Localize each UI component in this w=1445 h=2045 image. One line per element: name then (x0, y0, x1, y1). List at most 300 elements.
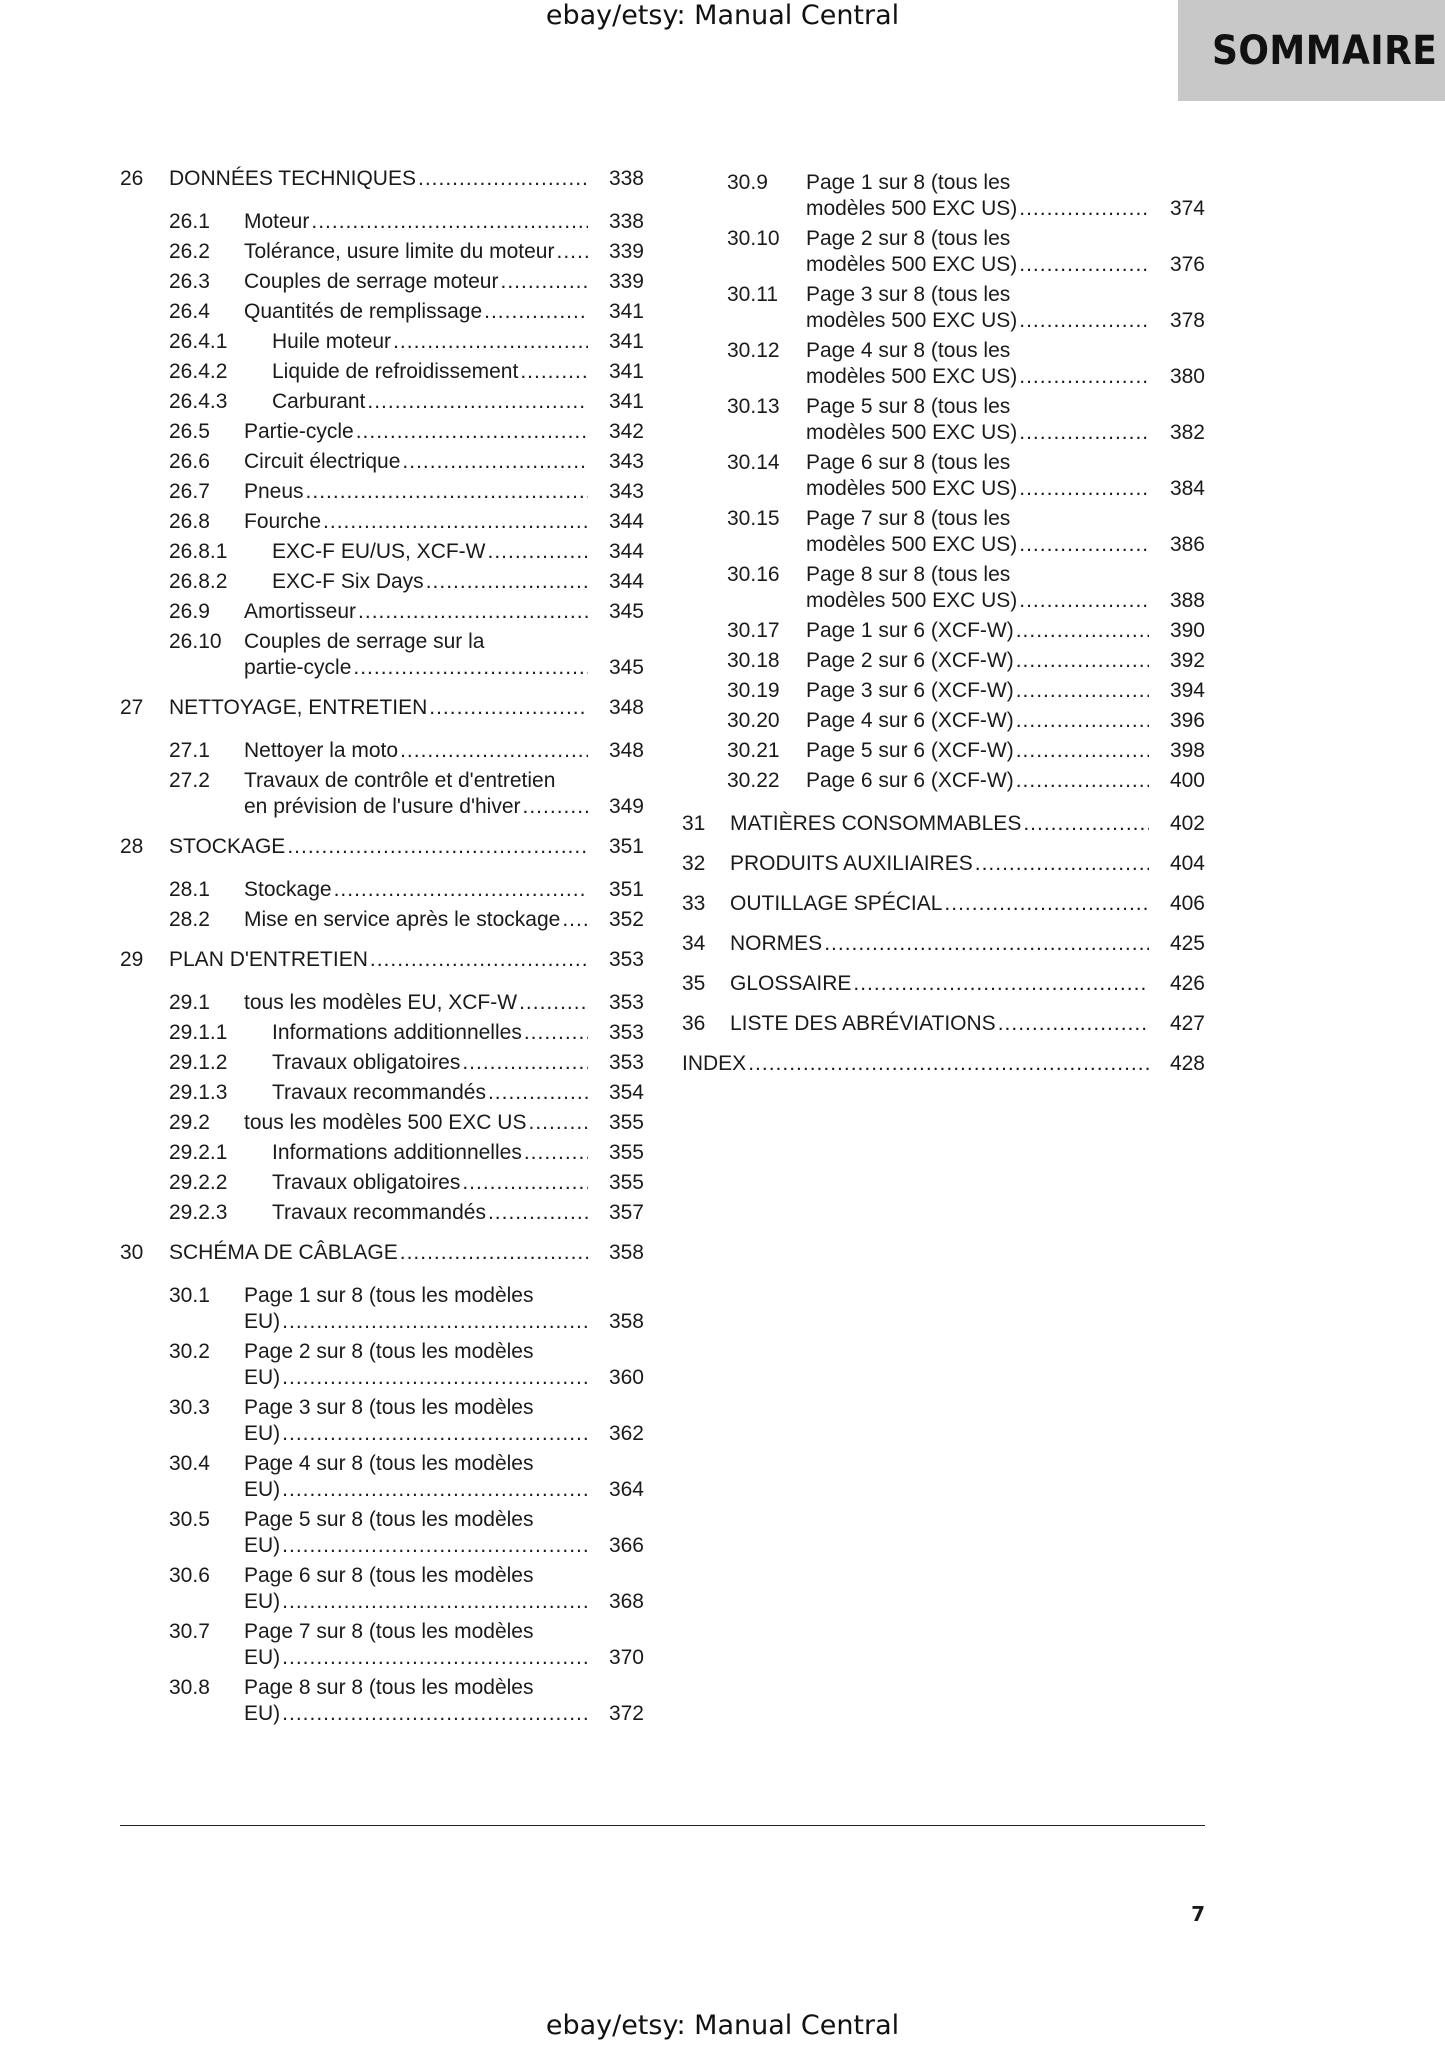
toc-entry-number: 30.6 (169, 1564, 210, 1587)
toc-entry[interactable] (120, 629, 644, 681)
toc-entry-number: 30.11 (727, 283, 778, 306)
dot-leader (562, 907, 588, 933)
toc-entry[interactable] (120, 738, 644, 764)
toc-entry-title: Amortisseur (244, 600, 357, 623)
toc-entry[interactable] (120, 1451, 644, 1503)
toc-entry-number: 30.3 (169, 1396, 210, 1419)
toc-entry-page: 341 (608, 330, 644, 353)
toc-entry-page: 353 (608, 948, 644, 971)
toc-entry-number: 30.16 (727, 563, 780, 586)
dot-leader (1016, 618, 1149, 644)
dot-leader (282, 1309, 588, 1335)
toc-entry-number: 29.1 (169, 991, 210, 1014)
toc-entry-title: modèles 500 EXC US) (806, 253, 1018, 276)
toc-entry-number: 30.17 (727, 619, 780, 642)
toc-entry[interactable] (120, 509, 644, 535)
toc-entry-title: Page 3 sur 8 (tous les (806, 283, 1011, 306)
toc-entry-title: Page 5 sur 8 (tous les (806, 395, 1011, 418)
toc-entry-number: 30.10 (727, 227, 780, 250)
toc-entry-title: Travaux obligatoires (272, 1051, 461, 1074)
dot-leader (1016, 678, 1149, 704)
toc-entry[interactable] (120, 389, 644, 415)
toc-entry-number: 28.1 (169, 878, 210, 901)
toc-entry-title: Page 2 sur 8 (tous les modèles (244, 1340, 534, 1363)
toc-entry-page: 426 (1169, 972, 1205, 995)
toc-entry-title: partie-cycle (244, 656, 352, 679)
dot-leader (429, 695, 588, 721)
toc-entry[interactable] (120, 599, 644, 625)
dot-leader (418, 166, 588, 192)
dot-leader (524, 1020, 588, 1046)
toc-entry-number: 32 (682, 852, 706, 875)
toc-entry-page: 345 (608, 600, 644, 623)
toc-entry-number: 30.19 (727, 679, 780, 702)
toc-entry[interactable] (682, 891, 1205, 917)
dot-leader (393, 329, 588, 355)
toc-left-column (120, 166, 644, 1727)
toc-entry[interactable] (120, 1339, 644, 1391)
toc-entry-page: 353 (608, 991, 644, 1014)
dot-leader (556, 239, 588, 265)
toc-entry-title: Travaux recommandés (272, 1081, 486, 1104)
toc-entry-title: Page 5 sur 6 (XCF-W) (806, 739, 1014, 762)
dot-leader (356, 419, 588, 445)
toc-entry[interactable] (682, 811, 1205, 837)
toc-entry-number: 30.21 (727, 739, 780, 762)
toc-entry-page: 351 (608, 835, 644, 858)
toc-entry-title: MATIÈRES CONSOMMABLES (730, 812, 1022, 835)
toc-entry[interactable] (120, 1619, 644, 1671)
toc-entry-page: 404 (1169, 852, 1205, 875)
dot-leader (1016, 648, 1149, 674)
toc-entry[interactable] (120, 1170, 644, 1196)
toc-entry-title: Travaux recommandés (272, 1201, 486, 1224)
dot-leader (282, 1645, 588, 1671)
toc-entry-title: EU) (244, 1478, 281, 1501)
toc-entry-page: 366 (608, 1534, 644, 1557)
toc-entry-number: 26.4.1 (169, 330, 228, 353)
toc-entry-number: 26.7 (169, 480, 210, 503)
toc-entry-page: 388 (1169, 589, 1205, 612)
toc-entry-page: 344 (608, 540, 644, 563)
toc-entry-page: 384 (1169, 477, 1205, 500)
toc-entry[interactable] (120, 1080, 644, 1106)
watermark-bottom: ebay/etsy: Manual Central (545, 2010, 900, 2041)
toc-entry-title: STOCKAGE (169, 835, 286, 858)
toc-entry[interactable] (120, 1563, 644, 1615)
toc-entry-title: Circuit électrique (244, 450, 401, 473)
toc-entry-page: 360 (608, 1366, 644, 1389)
dot-leader (1023, 811, 1149, 837)
toc-entry-title: modèles 500 EXC US) (806, 365, 1018, 388)
dot-leader (519, 990, 588, 1016)
toc-entry-number: 26.4 (169, 300, 210, 323)
toc-entry-page: 355 (608, 1171, 644, 1194)
toc-entry-number: 26.2 (169, 240, 210, 263)
dot-leader (748, 1051, 1149, 1077)
dot-leader (853, 971, 1149, 997)
toc-entry-title: Informations additionnelles (272, 1021, 522, 1044)
toc-entry[interactable] (682, 851, 1205, 877)
toc-entry-number: 30.18 (727, 649, 780, 672)
toc-entry-title: Pneus (244, 480, 304, 503)
toc-entry-page: 353 (608, 1051, 644, 1074)
toc-entry-number: 26 (120, 167, 144, 190)
dot-leader (488, 539, 589, 565)
toc-entry-title: Quantités de remplissage (244, 300, 483, 323)
toc-entry[interactable] (682, 282, 1205, 334)
toc-entry[interactable] (120, 990, 644, 1016)
toc-entry-title: LISTE DES ABRÉVIATIONS (730, 1012, 996, 1035)
toc-entry-title: Couples de serrage sur la (244, 630, 485, 653)
toc-entry-title: SCHÉMA DE CÂBLAGE (169, 1241, 398, 1264)
toc-entry-number: 26.5 (169, 420, 210, 443)
toc-entry-title: NORMES (730, 932, 823, 955)
dot-leader (1016, 708, 1149, 734)
toc-entry[interactable] (682, 506, 1205, 558)
toc-entry[interactable] (120, 539, 644, 565)
toc-entry-number: 30.12 (727, 339, 780, 362)
dot-leader (523, 794, 588, 820)
toc-entry-number: 29.1.2 (169, 1051, 228, 1074)
toc-entry-title: DONNÉES TECHNIQUES (169, 167, 416, 190)
dot-leader (824, 931, 1149, 957)
toc-entry-title: Mise en service après le stockage (244, 908, 561, 931)
toc-entry-page: 358 (608, 1310, 644, 1333)
toc-entry-title: Page 1 sur 8 (tous les (806, 171, 1011, 194)
toc-entry-number: 28 (120, 835, 144, 858)
toc-entry-page: 427 (1169, 1012, 1205, 1035)
toc-entry-page: 378 (1169, 309, 1205, 332)
toc-entry-number: 30.15 (727, 507, 780, 530)
dot-leader (520, 359, 588, 385)
toc-entry[interactable] (120, 1140, 644, 1166)
toc-entry-page: 402 (1169, 812, 1205, 835)
toc-entry-page: 386 (1169, 533, 1205, 556)
toc-entry-title: Page 4 sur 8 (tous les modèles (244, 1452, 534, 1475)
toc-entry-number: 29.1.3 (169, 1081, 228, 1104)
section-tab-title: SOMMAIRE (1212, 28, 1438, 74)
toc-entry-number: 26.3 (169, 270, 210, 293)
dot-leader (400, 738, 588, 764)
toc-entry-page: 338 (608, 210, 644, 233)
toc-entry-page: 398 (1169, 739, 1205, 762)
watermark-top: ebay/etsy: Manual Central (545, 0, 900, 31)
toc-entry-page: 344 (608, 510, 644, 533)
dot-leader (1019, 588, 1149, 614)
toc-entry[interactable] (120, 1283, 644, 1335)
toc-entry-title: Page 1 sur 8 (tous les modèles (244, 1284, 534, 1307)
toc-entry-number: 30.7 (169, 1620, 210, 1643)
toc-entry-page: 425 (1169, 932, 1205, 955)
dot-leader (1019, 420, 1149, 446)
toc-entry-page: 357 (608, 1201, 644, 1224)
dot-leader (528, 1110, 588, 1136)
toc-entry-page: 362 (608, 1422, 644, 1445)
toc-entry[interactable] (120, 569, 644, 595)
dot-leader (334, 877, 588, 903)
dot-leader (426, 569, 588, 595)
toc-entry[interactable] (120, 329, 644, 355)
toc-entry-title: Partie-cycle (244, 420, 354, 443)
toc-entry[interactable] (682, 562, 1205, 614)
toc-entry-page: 355 (608, 1141, 644, 1164)
toc-entry-page: 390 (1169, 619, 1205, 642)
toc-entry-page: 396 (1169, 709, 1205, 732)
toc-entry-page: 351 (608, 878, 644, 901)
toc-entry-page: 406 (1169, 892, 1205, 915)
toc-entry[interactable] (120, 209, 644, 235)
footer-rule (120, 1825, 1205, 1826)
toc-entry-page: 344 (608, 570, 644, 593)
toc-entry-title: Page 6 sur 6 (XCF-W) (806, 769, 1014, 792)
dot-leader (500, 269, 588, 295)
toc-entry-title: EXC-F EU/US, XCF-W (272, 540, 486, 563)
toc-entry-number: 26.4.3 (169, 390, 228, 413)
dot-leader (282, 1533, 588, 1559)
toc-entry-page: 348 (608, 696, 644, 719)
toc-entry[interactable] (682, 648, 1205, 674)
toc-entry-number: 30.14 (727, 451, 780, 474)
toc-entry-number: 30.22 (727, 769, 780, 792)
toc-entry-title: Page 1 sur 6 (XCF-W) (806, 619, 1014, 642)
toc-entry-page: 343 (608, 450, 644, 473)
toc-entry[interactable] (120, 1050, 644, 1076)
toc-entry-number: 35 (682, 972, 706, 995)
dot-leader (402, 449, 588, 475)
toc-entry[interactable] (682, 1011, 1205, 1037)
toc-entry-page: 400 (1169, 769, 1205, 792)
toc-entry-number: 30.4 (169, 1452, 210, 1475)
toc-entry[interactable] (120, 479, 644, 505)
toc-entry-title: tous les modèles 500 EXC US (244, 1111, 527, 1134)
toc-entry-title: PRODUITS AUXILIAIRES (730, 852, 973, 875)
toc-entry[interactable] (120, 1675, 644, 1727)
toc-entry-title: en prévision de l'usure d'hiver (244, 795, 521, 818)
toc-entry-number: 30.13 (727, 395, 780, 418)
toc-entry-title: EU) (244, 1422, 281, 1445)
toc-entry-title: OUTILLAGE SPÉCIAL (730, 892, 943, 915)
dot-leader (367, 389, 588, 415)
toc-entry[interactable] (682, 338, 1205, 390)
toc-entry-number: 26.8 (169, 510, 210, 533)
toc-entry-title: INDEX (682, 1052, 747, 1075)
toc-entry-title: EU) (244, 1310, 281, 1333)
toc-entry[interactable] (682, 971, 1205, 997)
toc-entry-title: modèles 500 EXC US) (806, 309, 1018, 332)
toc-entry-title: modèles 500 EXC US) (806, 533, 1018, 556)
toc-entry-title: Page 3 sur 6 (XCF-W) (806, 679, 1014, 702)
dot-leader (975, 851, 1149, 877)
toc-entry[interactable] (120, 1507, 644, 1559)
toc-entry-number: 29.2.1 (169, 1141, 228, 1164)
dot-leader (287, 834, 588, 860)
toc-entry-number: 29.2 (169, 1111, 210, 1134)
toc-entry-title: Page 2 sur 6 (XCF-W) (806, 649, 1014, 672)
toc-entry-number: 26.10 (169, 630, 222, 653)
toc-entry-title: EU) (244, 1366, 281, 1389)
toc-entry-page: 339 (608, 240, 644, 263)
toc-entry-number: 30.2 (169, 1340, 210, 1363)
toc-entry-title: Page 4 sur 6 (XCF-W) (806, 709, 1014, 732)
toc-entry[interactable] (120, 1020, 644, 1046)
toc-entry-number: 30.1 (169, 1284, 210, 1307)
toc-entry-page: 341 (608, 360, 644, 383)
toc-entry[interactable] (120, 1240, 644, 1266)
toc-entry[interactable] (120, 907, 644, 933)
toc-entry-page: 428 (1169, 1052, 1205, 1075)
dot-leader (1019, 476, 1149, 502)
toc-entry-title: modèles 500 EXC US) (806, 197, 1018, 220)
toc-entry-number: 30.9 (727, 171, 768, 194)
toc-entry[interactable] (120, 419, 644, 445)
toc-entry[interactable] (120, 947, 644, 973)
toc-entry-title: Liquide de refroidissement (272, 360, 519, 383)
toc-entry[interactable] (120, 269, 644, 295)
toc-entry-title: Fourche (244, 510, 322, 533)
toc-entry-page: 354 (608, 1081, 644, 1104)
toc-entry[interactable] (120, 239, 644, 265)
toc-entry-title: Page 3 sur 8 (tous les modèles (244, 1396, 534, 1419)
dot-leader (1016, 738, 1149, 764)
toc-entry[interactable] (120, 877, 644, 903)
toc-entry-number: 26.9 (169, 600, 210, 623)
toc-entry[interactable] (682, 931, 1205, 957)
toc-entry[interactable] (682, 394, 1205, 446)
toc-right-column (682, 166, 1205, 1077)
toc-entry-number: 26.6 (169, 450, 210, 473)
toc-entry[interactable] (120, 768, 644, 820)
dot-leader (484, 299, 588, 325)
toc-entry-page: 342 (608, 420, 644, 443)
dot-leader (358, 599, 588, 625)
dot-leader (282, 1365, 588, 1391)
dot-leader (1019, 196, 1149, 222)
toc-entry[interactable] (682, 450, 1205, 502)
toc-entry-title: Page 7 sur 8 (tous les modèles (244, 1620, 534, 1643)
toc-entry-page: 341 (608, 390, 644, 413)
toc-entry-title: GLOSSAIRE (730, 972, 852, 995)
toc-entry[interactable] (120, 449, 644, 475)
toc-entry-title: modèles 500 EXC US) (806, 477, 1018, 500)
toc-entry[interactable] (120, 1395, 644, 1447)
toc-entry-number: 26.8.2 (169, 570, 228, 593)
toc-entry-title: EXC-F Six Days (272, 570, 424, 593)
toc-entry-title: Travaux de contrôle et d'entretien (244, 769, 556, 792)
dot-leader (944, 891, 1149, 917)
toc-entry-number: 29 (120, 948, 144, 971)
toc-entry[interactable] (682, 1051, 1205, 1077)
toc-entry-title: modèles 500 EXC US) (806, 421, 1018, 444)
toc-entry-number: 29.2.3 (169, 1201, 228, 1224)
toc-entry[interactable] (682, 708, 1205, 734)
toc-entry-page: 370 (608, 1646, 644, 1669)
toc-entry-page: 355 (608, 1111, 644, 1134)
toc-entry-number: 30.5 (169, 1508, 210, 1531)
toc-entry-title: Carburant (272, 390, 366, 413)
toc-entry[interactable] (120, 166, 644, 192)
toc-entry-title: EU) (244, 1534, 281, 1557)
toc-entry-title: Page 8 sur 8 (tous les (806, 563, 1011, 586)
toc-entry-number: 30 (120, 1241, 144, 1264)
toc-entry[interactable] (682, 678, 1205, 704)
dot-leader (282, 1701, 588, 1727)
toc-entry-number: 30.8 (169, 1676, 210, 1699)
toc-entry-page: 352 (608, 908, 644, 931)
toc-entry-title: EU) (244, 1590, 281, 1613)
toc-entry-page: 376 (1169, 253, 1205, 276)
toc-entry[interactable] (120, 834, 644, 860)
toc-entry[interactable] (120, 1200, 644, 1226)
toc-entry[interactable] (682, 618, 1205, 644)
toc-entry[interactable] (682, 226, 1205, 278)
toc-entry-title: EU) (244, 1702, 281, 1725)
toc-entry[interactable] (120, 359, 644, 385)
toc-entry-title: Nettoyer la moto (244, 739, 399, 762)
toc-entry-number: 27.2 (169, 769, 210, 792)
dot-leader (1019, 308, 1149, 334)
dot-leader (1019, 532, 1149, 558)
toc-entry-number: 36 (682, 1012, 706, 1035)
toc-entry-page: 372 (608, 1702, 644, 1725)
dot-leader (1016, 768, 1149, 794)
dot-leader (1019, 364, 1149, 390)
toc-entry-title: EU) (244, 1646, 281, 1669)
toc-entry-number: 33 (682, 892, 706, 915)
toc-entry-title: tous les modèles EU, XCF-W (244, 991, 518, 1014)
dot-leader (282, 1589, 588, 1615)
toc-entry-title: modèles 500 EXC US) (806, 589, 1018, 612)
toc-entry-number: 30.20 (727, 709, 780, 732)
dot-leader (524, 1140, 588, 1166)
dot-leader (488, 1080, 588, 1106)
toc-entry-page: 353 (608, 1021, 644, 1044)
toc-entry[interactable] (682, 738, 1205, 764)
toc-entry[interactable] (682, 768, 1205, 794)
toc-entry-number: 34 (682, 932, 706, 955)
toc-entry[interactable] (120, 299, 644, 325)
dot-leader (306, 479, 588, 505)
toc-entry-title: Huile moteur (272, 330, 392, 353)
toc-entry-number: 27.1 (169, 739, 210, 762)
toc-entry-title: NETTOYAGE, ENTRETIEN (169, 696, 428, 719)
toc-entry-page: 392 (1169, 649, 1205, 672)
dot-leader (998, 1011, 1149, 1037)
toc-entry-title: PLAN D'ENTRETIEN (169, 948, 368, 971)
toc-entry-title: Page 7 sur 8 (tous les (806, 507, 1011, 530)
dot-leader (323, 509, 588, 535)
toc-entry-page: 374 (1169, 197, 1205, 220)
toc-entry-page: 364 (608, 1478, 644, 1501)
toc-entry[interactable] (120, 1110, 644, 1136)
dot-leader (462, 1170, 588, 1196)
toc-entry-title: Couples de serrage moteur (244, 270, 499, 293)
toc-entry-title: Moteur (244, 210, 310, 233)
toc-entry-number: 26.1 (169, 210, 210, 233)
toc-entry-page: 358 (608, 1241, 644, 1264)
dot-leader (400, 1240, 588, 1266)
toc-entry-page: 338 (608, 167, 644, 190)
toc-entry[interactable] (682, 170, 1205, 222)
toc-entry-number: 29.2.2 (169, 1171, 228, 1194)
toc-entry[interactable] (120, 695, 644, 721)
toc-entry-title: Tolérance, usure limite du moteur (244, 240, 555, 263)
toc-entry-title: Page 4 sur 8 (tous les (806, 339, 1011, 362)
toc-entry-number: 29.1.1 (169, 1021, 228, 1044)
dot-leader (353, 655, 588, 681)
toc-entry-page: 343 (608, 480, 644, 503)
toc-entry-page: 341 (608, 300, 644, 323)
